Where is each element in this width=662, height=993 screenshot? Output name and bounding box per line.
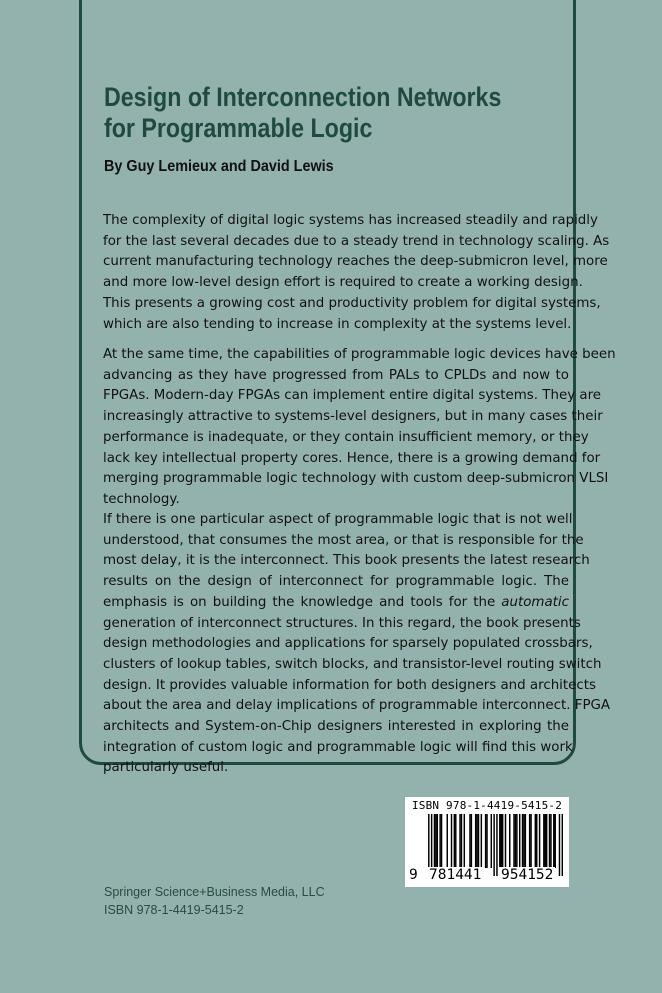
text-line: performance is inadequate, or they contain insufficient memory, or they [103,429,589,445]
barcode-bar [441,814,442,868]
barcode-bar [529,814,530,868]
barcode-bar [455,814,456,868]
publisher-isbn: ISBN 978-1-4419-5415-2 [104,903,244,917]
barcode-bar [451,814,452,868]
text-line: particularly useful. [103,760,229,776]
barcode-bar [505,814,506,868]
barcode-bar [554,814,555,868]
text-line: understood, that consumes the most area, or that is responsible for the [103,532,584,548]
text-line: merging programmable logic technology with custom deep-submicron VLSI [103,471,609,487]
barcode-bar [525,814,526,868]
barcode-bar [439,814,440,868]
description-paragraph-2 [103,345,616,511]
barcode-bar [478,814,479,868]
barcode-bar [536,814,537,868]
text-line: and more low-level design effort is required to create a working design. [103,275,583,291]
text-line: about the area and delay implications of programmable interconnect. FPGA [103,698,611,714]
barcode-bar [549,814,550,868]
barcode-bar [562,814,563,876]
barcode-bar [454,814,455,868]
text-line: current manufacturing technology reaches the deep-submicron level, more [103,254,608,270]
barcode-bar [434,814,435,868]
barcode-bar [523,814,524,868]
publisher-name: Springer Science+Business Media, LLC [104,885,325,899]
barcode-bar [481,814,482,868]
emphasis-word: automatic [501,594,569,610]
text-line: technology. [103,491,180,507]
publisher-info [104,883,325,919]
barcode-bar [539,814,540,868]
barcode-bar [522,814,523,868]
barcode-bar [513,814,514,868]
barcode-bar [530,814,531,868]
barcode-bar [485,814,486,868]
barcode-bar [486,814,487,868]
barcode-isbn-label: ISBN 978-1-4419-5415-2 [411,799,563,812]
text-line: results on the design of interconnect for programmable logic. The [103,574,569,590]
text-line: The complexity of digital logic systems has increased steadily and rapidly [103,213,598,228]
title-line-2: for Programmable Logic [104,113,373,143]
barcode-bar [475,814,476,868]
barcode-bar [543,814,544,868]
text-line: advancing as they have progressed from PALs to CPLDs and now to [103,367,569,383]
barcode-bar [464,814,465,868]
barcode-bar [515,814,516,868]
text-line: generation of interconnect structures. In this regard, the book presents [103,615,581,631]
barcode-bar [545,814,546,868]
barcode-bar [516,814,517,868]
barcode-bar [499,814,500,868]
authors: By Guy Lemieux and David Lewis [104,158,334,175]
text-line: which are also tending to increase in complexity at the systems level. [103,316,572,332]
barcode-bar [471,814,472,868]
barcode-bar [535,814,536,868]
barcode-bar [546,814,547,868]
title-line-1: Design of Interconnection Networks [104,82,502,112]
book-title [104,82,517,144]
text-line: for the last several decades due to a steady trend in technology scaling. As [103,233,610,249]
barcode-bar [459,814,460,868]
text-line: lack key intellectual property cores. Hence, there is a growing demand for [103,450,601,466]
barcode-bar [559,814,560,876]
barcode-bar [550,814,551,868]
barcode-digit-first: 9 [409,867,418,883]
barcode-digits-left: 781441 [429,867,482,883]
text-line: integration of custom logic and programmable logic will find this work [103,739,573,755]
barcode-bar [476,814,477,868]
text-line: This presents a growing cost and productivity problem for digital systems, [103,295,601,311]
text-line: increasingly attractive to systems-level designers, but in many cases their [103,409,603,425]
text-line: If there is one particular aspect of programmable logic that is not well [103,512,573,527]
barcode-bar [502,814,503,868]
description-paragraph-3 [103,510,611,779]
barcode-bar [496,814,497,876]
barcode-bar [491,814,492,868]
barcode-bar [447,814,448,868]
text-line: design. It provides valuable information for both designers and architects [103,677,596,693]
text-line: most delay, it is the interconnect. This book presents the latest research [103,553,590,569]
text-line-emphasis: emphasis is on building the knowledge and tools for the automatic [103,594,569,610]
barcode-bar [469,814,470,868]
barcode-bar [509,814,510,868]
isbn-barcode [405,797,569,887]
barcode-bar [519,814,520,868]
barcode-bar [501,814,502,868]
text-line: design methodologies and applications for sparsely populated crossbars, [103,636,593,652]
barcode-bar [435,814,436,868]
text-line: architects and System-on-Chip designers interested in exploring the [103,719,569,735]
description-paragraph-1 [103,211,610,335]
barcode-bar [553,814,554,868]
text-line: At the same time, the capabilities of programmable logic devices have been [103,347,616,362]
text-line: FPGAs. Modern-day FPGAs can implement entire digital systems. They are [103,388,602,404]
barcode-bar [461,814,462,868]
barcode-bar [437,814,438,868]
barcode-digits-right: 954152 [501,867,554,883]
text-line: clusters of lookup tables, switch blocks, and transistor-level routing switch [103,656,602,672]
barcode-bar [493,814,494,876]
